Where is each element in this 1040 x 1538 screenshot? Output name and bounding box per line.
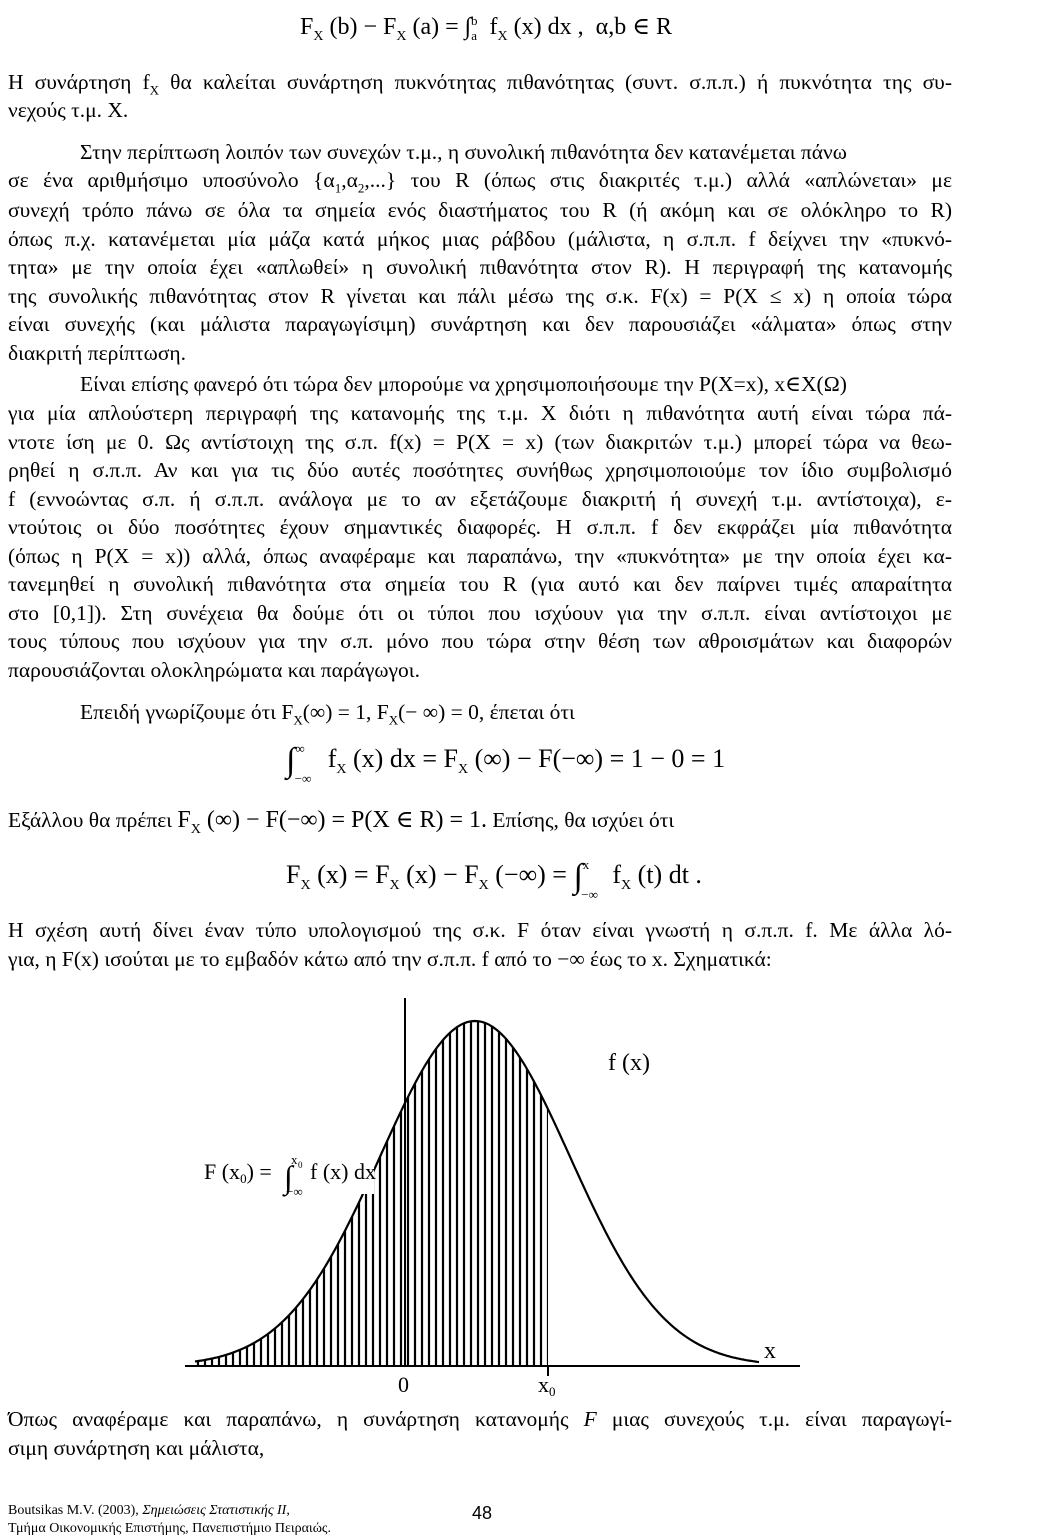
paragraph-2-line-2: σε ένα αριθμήσιμο υποσύνολο $\{\alpha_1,\alpha_2,...\}$ του R (όπως στις διακριτές τ.μ.) αλλά «απλώνεται» με [8,168,952,196]
svg-text:x: x [291,1152,298,1167]
equation-top: $F_X$ $(b) - F_X$ $(a) = \int_a^b$ $f_X$ (x) dx , α,b ∈ R [300,13,672,44]
paragraph-6-line-1: Η σχέση αυτή δίνει έναν τύπο υπολογισμού της σ.κ. F όταν είναι γνωστή η σ.π.π. f. Με άλλα λό- [8,918,952,942]
paragraph-1-line-1: Η συνάρτηση $f_X$ θα καλείται συνάρτηση πυκνότητας πιθανότητας (συντ. σ.π.π.) ή πυκνότητα της συ- [8,70,952,98]
footer-citation: Boutsikas M.V. (2003), Σημειώσεις Στατιστικής ΙΙ, [8,1503,290,1518]
x-axis-label: x [764,1338,776,1364]
paragraph-3-line-7: (όπως η P(X = x)) αλλά, όπως αναφέραμε και παραπάνω, την «πυκνότητα» με την οποία έχει κα- [8,544,952,568]
paragraph-3-line-1: Είναι επίσης φανερό ότι τώρα δεν μπορούμε να χρησιμοποιήσουμε την P(X=x), x∈X(Ω) [80,372,847,396]
paragraph-5-prefix: Εξάλλου θα πρέπει [8,808,178,832]
paragraph-3-line-6: ντούτοις οι δύο ποσότητες έχουν σημαντικές διαφορές. Η σ.π.π. f δεν εκφράζει μία πιθανότητα [8,515,952,539]
paragraph-2-line-3: συνεχή τρόπο πάνω σε όλα τα σημεία ενός διαστήματος του R (ή ακόμη και σε ολόκληρο το R) [8,198,952,222]
paragraph-2-line-8: διακριτή περίπτωση. [8,341,187,365]
area-formula-label [202,1150,376,1199]
paragraph-4: Επειδή γνωρίζουμε ότι $F_X(\infty) = 1$, $F_X(-$ ∞) = 0, έπεται ότι [80,700,575,728]
footer-affiliation: Τμήμα Οικονομικής Επιστήμης, Πανεπιστήμιο Πειραιώς. [8,1521,331,1536]
svg-text:f (x) dx: f (x) dx [310,1159,376,1184]
paragraph-7-line-1: Όπως αναφέραμε και παραπάνω, η συνάρτηση κατανομής F μιας συνεχούς τ.μ. είναι παραγωγί- [8,1407,952,1431]
svg-text:∫: ∫ [284,1159,293,1195]
page-number: 48 [472,1503,493,1523]
paragraph-3-line-9: στο [0,1]). Στη συνέχεια θα δούμε ότι οι τύποι που ισχύουν για την σ.π.π. είναι αντίστοιχοι με [8,601,952,625]
paragraph-3-line-10: τους τύπους που ισχύουν για την σ.π. μόνο που τώρα στην θέση των αθροισμάτων και διαφορών [8,629,952,653]
paragraph-3-line-3: ντοτε ίση με 0. Ως αντίστοιχη της σ.π. f(x) = P(X = x) (των διακριτών τ.μ.) μπορεί τώρα να θεω- [8,430,952,454]
paragraph-3-line-11: παρουσιάζονται ολοκληρώματα και παράγωγοι. [8,658,420,682]
curve-label: f (x) [608,1050,650,1076]
density-figure [0,990,960,1399]
origin-label: 0 [398,1372,409,1397]
paragraph-3-line-2: για μία απλούστερη περιγραφή της κατανομής της τ.μ. X διότι η πιθανότητα αυτή είναι τώρα πά- [8,401,952,425]
paragraph-2-line-4: όπως π.χ. κατανέμεται μία μάζα κατά μήκος μιας ράβδου (μάλιστα, η σ.π.π. f δείχνει την «πυκνό- [8,227,952,251]
paragraph-2-line-1: Στην περίπτωση λοιπόν των συνεχών τ.μ., η συνολική πιθανότητα δεν κατανέμεται πάνω [80,140,847,164]
svg-text:−∞: −∞ [286,1184,303,1199]
paragraph-3-line-8: τανεμηθεί η συνολική πιθανότητα στα σημεία του R (για αυτό και δεν παίρνει τιμές απαραίτητα [8,572,952,596]
equation-cdf: $F_X$ $(x) = F_X$ $(x) - F_X$ (−∞) = ∫$^x_{-\infty}$ $f_X$ (t) dt . [286,857,702,902]
paragraph-2-line-7: είναι συνεχής (και μάλιστα παραγωγίσιμη) συνάρτηση και δεν παρουσιάζει «άλματα» όπως στην [8,312,952,336]
svg-text:F (x0) =: F (x0) = [204,1159,272,1186]
paragraph-3-line-4: ρηθεί η σ.π.π. Αν και για τις δύο αυτές ποσότητες συνήθως χρησιμοποιούμε τον ίδιο συμβολισμό [8,458,952,482]
paragraph-2-line-6: της συνολικής πιθανότητας στον R γίνεται και πάλι μέσω της σ.κ. F(x) = P(X ≤ x) η οποία τώρα [8,284,952,308]
svg-text:0: 0 [298,1160,303,1170]
paragraph-7-line-2: σιμη συνάρτηση και μάλιστα, [8,1436,265,1460]
paragraph-2-line-5: τητα» με την οποία έχει «απλωθεί» η συνολική πιθανότητα στον R). Η περιγραφή της κατανομής [8,255,952,279]
equation-total-probability: $\int^\infty_{-\infty}$ $f_X$ (x) dx = $F_X$ (∞) − F(−∞) = 1 − 0 = 1 [286,741,726,786]
paragraph-3-line-5: f (εννοώντας σ.π. ή σ.π.π. ανάλογα με το αν εξετάζουμε διακριτή ή συνεχή τ.μ. αντίστοιχα), ε- [8,487,952,511]
paragraph-5-suffix: Επίσης, θα ισχύει ότι [487,808,675,832]
paragraph-1-line-2: νεχούς τ.μ. Χ. [8,98,129,122]
paragraph-5: Εξάλλου θα πρέπει $F_X$ (∞) − F(−∞) = P(X ∈ R) = 1. Επίσης, θα ισχύει ότι [8,807,675,837]
x0-label: x0 [538,1372,556,1399]
paragraph-6-line-2: για, η F(x) ισούται με το εμβαδόν κάτω από την σ.π.π. f από το −∞ έως το x. Σχηματικά: [8,947,772,971]
